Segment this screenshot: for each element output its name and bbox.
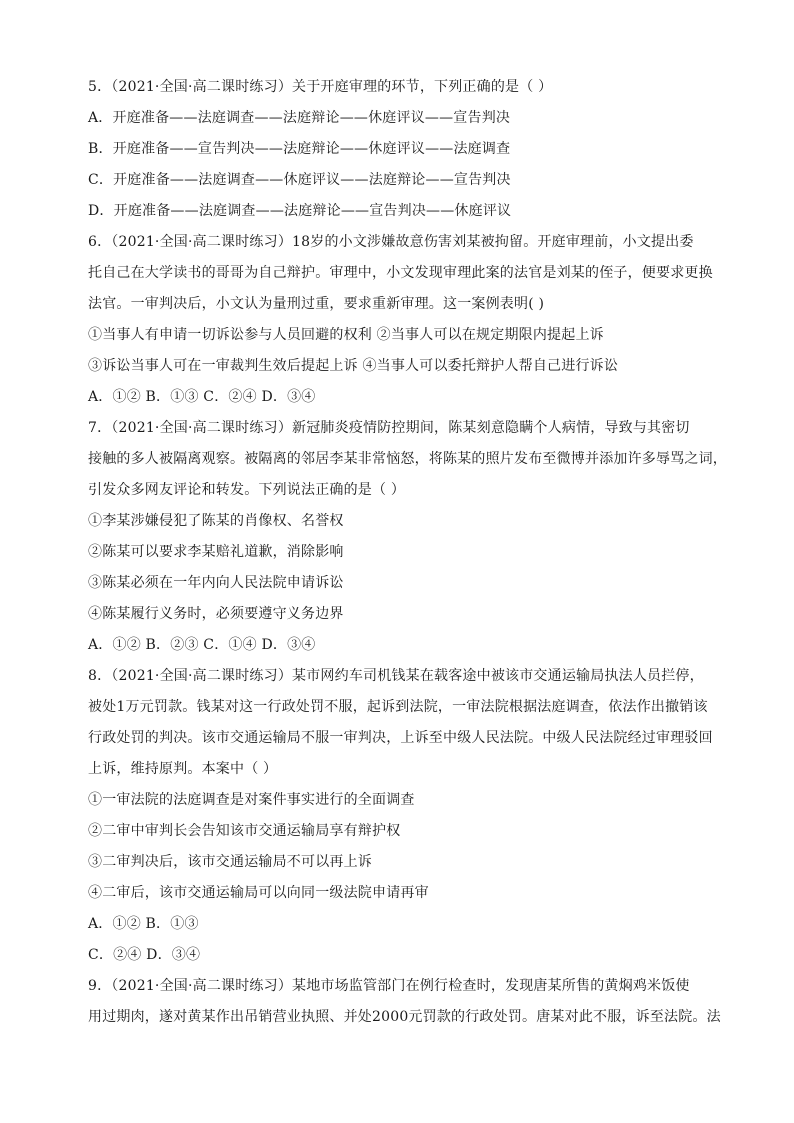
option-c: C．开庭准备——法庭调查——休庭评议——法庭辩论——宣告判决 bbox=[88, 172, 511, 188]
statement-1: ①李某涉嫌侵犯了陈某的肖像权、名誉权 bbox=[88, 513, 344, 529]
question-stem-line: 托自己在大学读书的哥哥为自己辩护。审理中，小文发现审理此案的法官是刘某的侄子，便要求更换 bbox=[88, 265, 713, 281]
question-stem-line: 7．（2021·全国·高二课时练习）新冠肺炎疫情防控期间，陈某刻意隐瞒个人病情，导致与其密切 bbox=[88, 420, 690, 436]
question-stem-line: 引发众多网友评论和转发。下列说法正确的是（ ） bbox=[88, 482, 406, 498]
question-stem-line: 法官。一审判决后，小文认为量刑过重，要求重新审理。这一案例表明( ) bbox=[88, 296, 545, 312]
statement-4: ④二审后，该市交通运输局可以向同一级法院申请再审 bbox=[88, 885, 429, 901]
option-b: B．开庭准备——宣告判决——法庭辩论——休庭评议——法庭调查 bbox=[88, 141, 511, 157]
question-stem-line: 9．（2021·全国·高二课时练习）某地市场监管部门在例行检查时，发现唐某所售的黄焖鸡米饭使 bbox=[88, 978, 690, 994]
statement-2: ②二审中审判长会告知该市交通运输局享有辩护权 bbox=[88, 823, 401, 839]
statement-2: ②陈某可以要求李某赔礼道歉，消除影响 bbox=[88, 544, 344, 560]
statement-1: ①一审法院的法庭调查是对案件事实进行的全面调查 bbox=[88, 792, 415, 808]
statement-line: ①当事人有申请一切诉讼参与人员回避的权利 ②当事人可以在规定期限内提起上诉 bbox=[88, 327, 604, 343]
question-stem-line: 6．（2021·全国·高二课时练习）18岁的小文涉嫌故意伤害刘某被拘留。开庭审理前，小文提出委 bbox=[88, 234, 694, 250]
statement-3: ③陈某必须在一年内向人民法院申请诉讼 bbox=[88, 575, 344, 591]
question-stem-line: 8．（2021·全国·高二课时练习）某市网约车司机钱某在载客途中被该市交通运输局执法人员拦停， bbox=[88, 668, 704, 684]
statement-line: ③诉讼当事人可在一审裁判生效后提起上诉 ④当事人可以委托辩护人帮自己进行诉讼 bbox=[88, 358, 619, 374]
question-stem-line: 上诉，维持原判。本案中（ ） bbox=[88, 761, 278, 777]
question-stem-line: 行政处罚的判决。该市交通运输局不服一审判决，上诉至中级人民法院。中级人民法院经过审理驳回 bbox=[88, 730, 713, 746]
statement-3: ③二审判决后，该市交通运输局不可以再上诉 bbox=[88, 854, 372, 870]
answer-choices-cd: C．②④ D．③④ bbox=[88, 947, 201, 963]
question-stem-line: 用过期肉，遂对黄某作出吊销营业执照、并处2000元罚款的行政处罚。唐某对此不服，诉至法院。法 bbox=[88, 1009, 721, 1025]
answer-choices-ab: A．①② B．①③ bbox=[88, 916, 199, 932]
question-5 bbox=[88, 78, 710, 220]
question-8 bbox=[88, 667, 713, 964]
question-6 bbox=[88, 233, 713, 406]
statement-4: ④陈某履行义务时，必须要遵守义务边界 bbox=[88, 606, 344, 622]
option-d: D．开庭准备——法庭调查——法庭辩论——宣告判决——休庭评议 bbox=[88, 203, 512, 219]
exam-page bbox=[88, 78, 727, 1039]
answer-choices: A．①② B．①③ C．②④ D．③④ bbox=[88, 389, 316, 405]
question-9 bbox=[88, 977, 721, 1026]
question-stem-line: 接触的多人被隔离观察。被隔离的邻居李某非常恼怒，将陈某的照片发布至微博并添加许多辱骂之词， bbox=[88, 451, 727, 467]
question-stem-line: 被处1万元罚款。钱某对这一行政处罚不服，起诉到法院，一审法院根据法庭调查，依法作出撤销该 bbox=[88, 699, 708, 715]
question-stem-line: 5．（2021·全国·高二课时练习）关于开庭审理的环节，下列正确的是（ ） bbox=[88, 79, 553, 95]
option-a: A．开庭准备——法庭调查——法庭辩论——休庭评议——宣告判决 bbox=[88, 110, 511, 126]
question-7 bbox=[88, 419, 727, 654]
answer-choices: A．①② B．②③ C．①④ D．③④ bbox=[88, 637, 316, 653]
